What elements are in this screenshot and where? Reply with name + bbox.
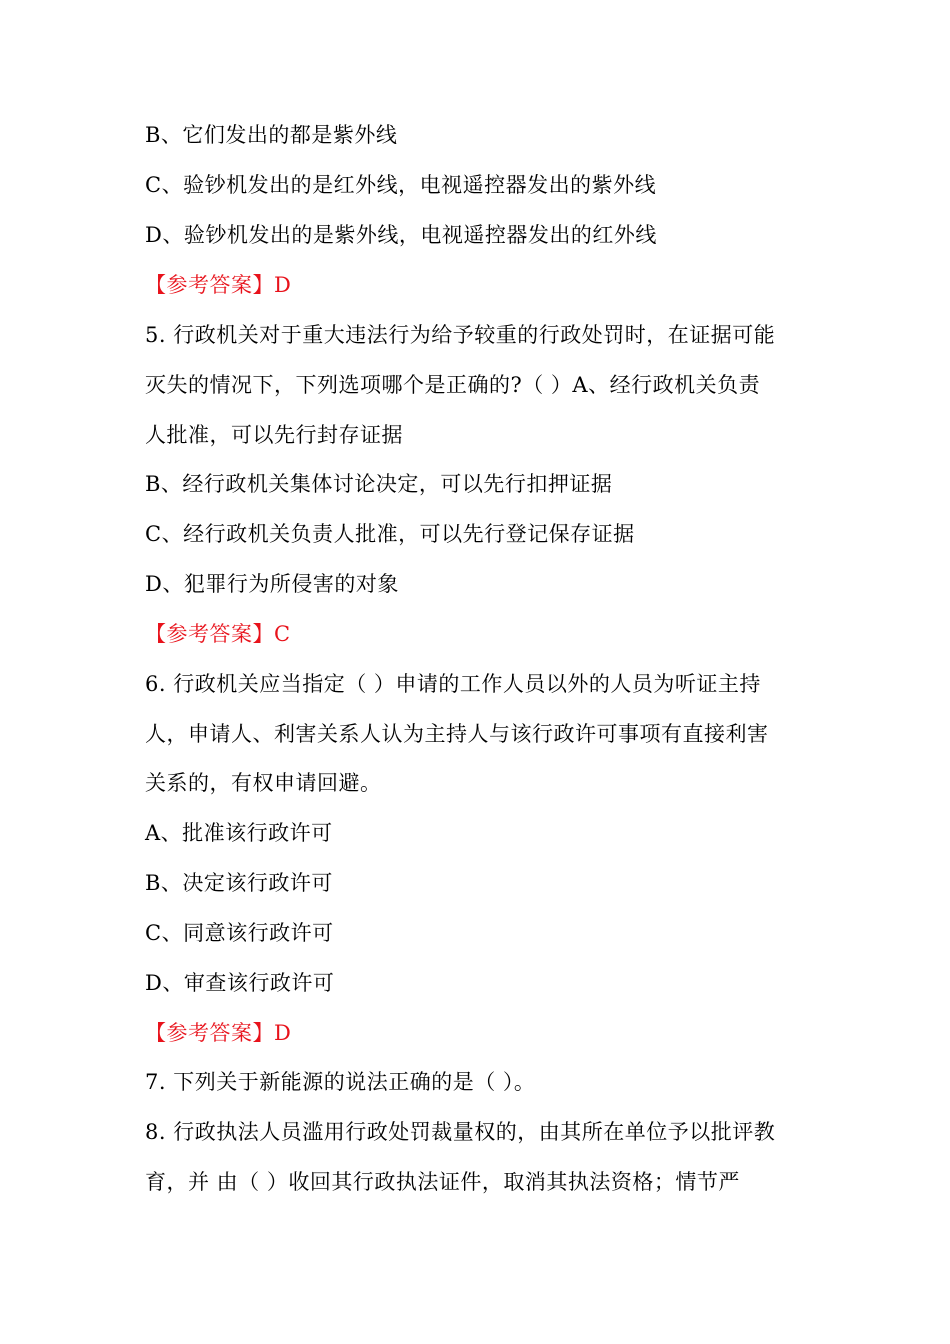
- reference-answer: 【参考答案】C: [145, 622, 291, 646]
- question-line: 关系的，有权申请回避。: [145, 771, 382, 795]
- option-line: D、验钞机发出的是紫外线，电视遥控器发出的红外线: [145, 223, 657, 247]
- question-line: 灭失的情况下，下列选项哪个是正确的?（ ）A、经行政机关负责: [145, 373, 761, 397]
- option-line: D、审查该行政许可: [145, 971, 335, 995]
- reference-answer: 【参考答案】D: [145, 1021, 292, 1045]
- option-line: C、同意该行政许可: [145, 921, 334, 945]
- option-line: D、犯罪行为所侵害的对象: [145, 572, 399, 596]
- question-line: 育，并 由（ ）收回其行政执法证件，取消其执法资格；情节严: [145, 1170, 740, 1194]
- question-line: 7. 下列关于新能源的说法正确的是（ ）。: [145, 1070, 536, 1094]
- option-line: B、经行政机关集体讨论决定，可以先行扣押证据: [145, 472, 613, 496]
- option-line: B、它们发出的都是紫外线: [145, 123, 398, 147]
- question-line: 人，申请人、利害关系人认为主持人与该行政许可事项有直接利害: [145, 722, 769, 746]
- option-line: A、批准该行政许可: [145, 821, 333, 845]
- question-line: 8. 行政执法人员滥用行政处罚裁量权的，由其所在单位予以批评教: [145, 1120, 776, 1144]
- question-line: 人批准，可以先行封存证据: [145, 423, 403, 447]
- option-line: C、验钞机发出的是红外线，电视遥控器发出的紫外线: [145, 173, 657, 197]
- reference-answer: 【参考答案】D: [145, 273, 292, 297]
- option-line: C、经行政机关负责人批准，可以先行登记保存证据: [145, 522, 635, 546]
- question-line: 5. 行政机关对于重大违法行为给予较重的行政处罚时，在证据可能: [145, 323, 776, 347]
- question-line: 6. 行政机关应当指定（ ）申请的工作人员以外的人员为听证主持: [145, 672, 761, 696]
- option-line: B、决定该行政许可: [145, 871, 333, 895]
